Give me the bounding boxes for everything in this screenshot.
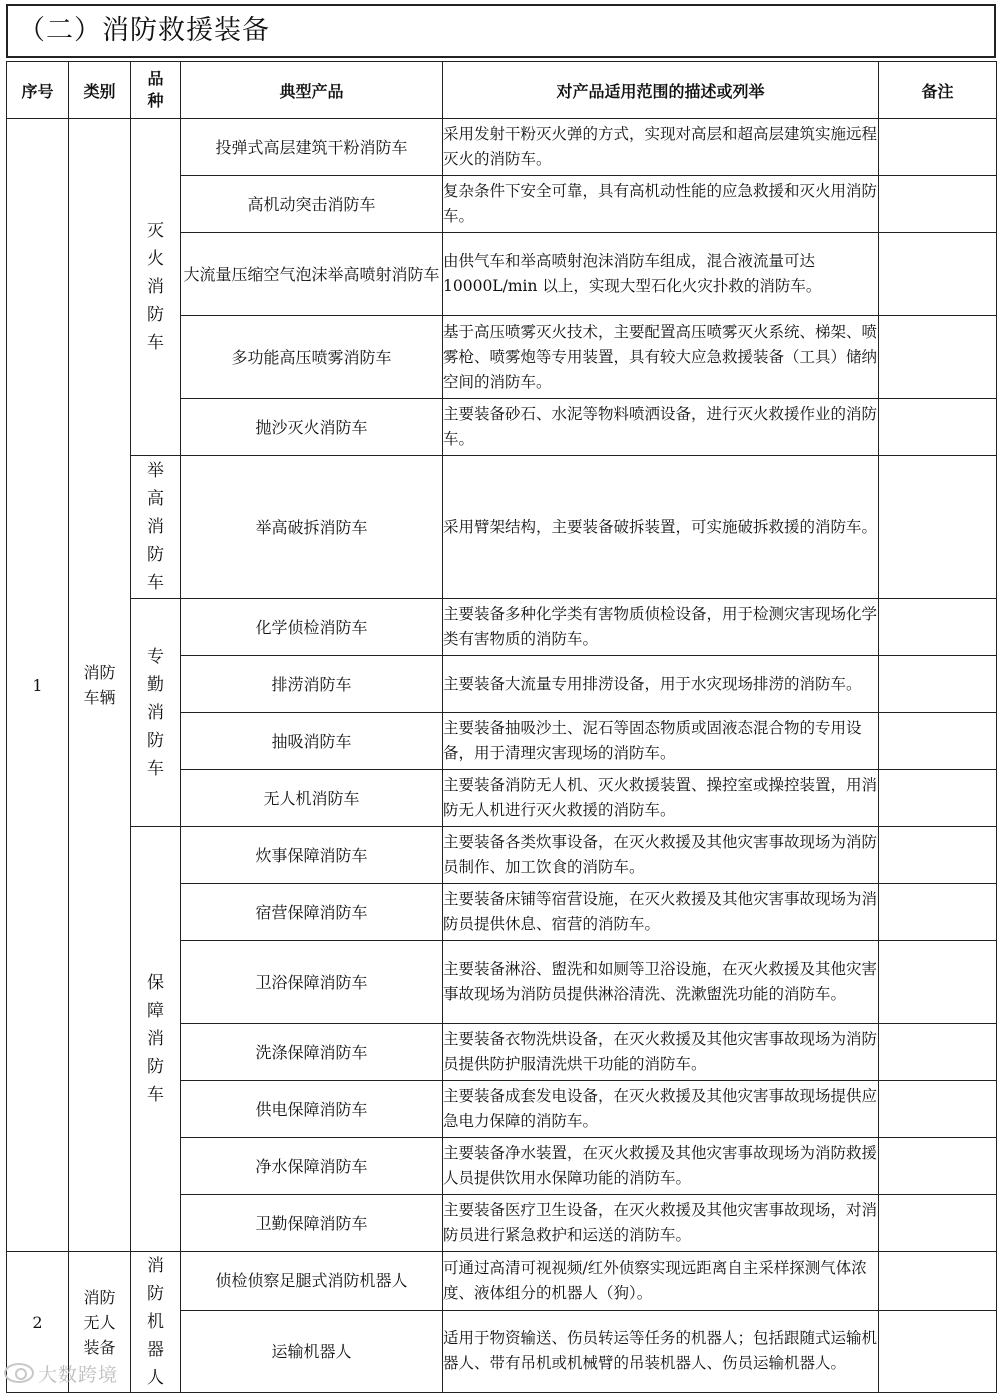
product-cell: 卫勤保障消防车 (181, 1195, 443, 1252)
description-cell: 基于高压喷雾灭火技术，主要配置高压喷雾灭火系统、梯架、喷雾枪、喷雾炮等专用装置，具有较大应急救援装备（工具）储纳空间的消防车。 (443, 316, 879, 399)
description-cell: 主要装备床铺等宿营设施，在灭火救援及其他灾害事故现场为消防员提供休息、宿营的消防车。 (443, 884, 879, 941)
variety-cell: 消防机器人 (131, 1252, 181, 1393)
category-cell: 消防车辆 (69, 119, 131, 1252)
remarks-cell (879, 1310, 997, 1392)
row-number: 2 (7, 1252, 69, 1393)
description-cell: 主要装备消防无人机、灭火救援装置、操控室或操控装置，用消防无人机进行灭火救援的消防车。 (443, 770, 879, 827)
section-title: （二）消防救援装备 (6, 4, 996, 58)
header-category: 类别 (69, 62, 131, 119)
remarks-cell (879, 1081, 997, 1138)
header-no: 序号 (7, 62, 69, 119)
description-cell: 主要装备医疗卫生设备，在灭火救援及其他灾害事故现场，对消防员进行紧急救护和运送的消防车。 (443, 1195, 879, 1252)
remarks-cell (879, 656, 997, 713)
category-cell: 消防无人装备 (69, 1252, 131, 1393)
header-variety: 品种 (131, 62, 181, 119)
remarks-cell (879, 119, 997, 176)
variety-cell: 举高消防车 (131, 456, 181, 599)
table-row (7, 1252, 997, 1311)
watermark (4, 1359, 118, 1387)
product-cell: 运输机器人 (181, 1310, 443, 1392)
description-cell: 主要装备各类炊事设备，在灭火救援及其他灾害事故现场为消防员制作、加工饮食的消防车。 (443, 827, 879, 884)
product-cell: 抛沙灭火消防车 (181, 399, 443, 456)
description-cell: 主要装备衣物洗烘设备，在灭火救援及其他灾害事故现场为消防员提供防护服清洗烘干功能的消防车。 (443, 1024, 879, 1081)
remarks-cell (879, 827, 997, 884)
product-cell: 高机动突击消防车 (181, 176, 443, 233)
description-cell: 采用臂架结构，主要装备破拆装置，可实施破拆救援的消防车。 (443, 456, 879, 599)
description-cell: 复杂条件下安全可靠，具有高机动性能的应急救援和灭火用消防车。 (443, 176, 879, 233)
equipment-table (6, 61, 997, 1393)
product-cell: 供电保障消防车 (181, 1081, 443, 1138)
variety-cell: 保障消防车 (131, 827, 181, 1252)
remarks-cell (879, 884, 997, 941)
product-cell: 洗涤保障消防车 (181, 1024, 443, 1081)
variety-cell: 灭火消防车 (131, 119, 181, 456)
watermark-text: 大数跨境 (38, 1363, 119, 1386)
product-cell: 化学侦检消防车 (181, 599, 443, 656)
description-cell: 主要装备淋浴、盥洗和如厕等卫浴设施，在灭火救援及其他灾害事故现场为消防员提供淋浴清洗、洗漱盥洗功能的消防车。 (443, 941, 879, 1024)
table-row (7, 119, 997, 176)
description-cell: 主要装备成套发电设备，在灭火救援及其他灾害事故现场提供应急电力保障的消防车。 (443, 1081, 879, 1138)
remarks-cell (879, 1252, 997, 1311)
description-cell: 可通过高清可视视频/红外侦察实现远距离自主采样探测气体浓度、液体组分的机器人（狗）。 (443, 1252, 879, 1311)
product-cell: 无人机消防车 (181, 770, 443, 827)
remarks-cell (879, 713, 997, 770)
table-row (7, 456, 997, 599)
remarks-cell (879, 399, 997, 456)
variety-cell: 专勤消防车 (131, 599, 181, 827)
product-cell: 抽吸消防车 (181, 713, 443, 770)
header-description: 对产品适用范围的描述或列举 (443, 62, 879, 119)
product-cell: 卫浴保障消防车 (181, 941, 443, 1024)
description-cell: 由供气车和举高喷射泡沫消防车组成，混合液流量可达 10000L/min 以上，实现大型石化火灾扑救的消防车。 (443, 233, 879, 316)
remarks-cell (879, 176, 997, 233)
remarks-cell (879, 770, 997, 827)
row-number: 1 (7, 119, 69, 1252)
product-cell: 净水保障消防车 (181, 1138, 443, 1195)
product-cell: 宿营保障消防车 (181, 884, 443, 941)
product-cell: 大流量压缩空气泡沫举高喷射消防车 (181, 233, 443, 316)
header-product: 典型产品 (181, 62, 443, 119)
product-cell: 投弹式高层建筑干粉消防车 (181, 119, 443, 176)
product-cell: 侦检侦察足腿式消防机器人 (181, 1252, 443, 1311)
description-cell: 主要装备砂石、水泥等物料喷洒设备，进行灭火救援作业的消防车。 (443, 399, 879, 456)
product-cell: 举高破拆消防车 (181, 456, 443, 599)
description-cell: 主要装备抽吸沙土、泥石等固态物质或固液态混合物的专用设备，用于清理灾害现场的消防车。 (443, 713, 879, 770)
description-cell: 主要装备净水装置，在灭火救援及其他灾害事故现场为消防救援人员提供饮用水保障功能的消防车。 (443, 1138, 879, 1195)
description-cell: 主要装备大流量专用排涝设备，用于水灾现场排涝的消防车。 (443, 656, 879, 713)
product-cell: 排涝消防车 (181, 656, 443, 713)
table-row (7, 599, 997, 656)
watermark-logo-icon (4, 1363, 34, 1383)
table-row (7, 827, 997, 884)
remarks-cell (879, 941, 997, 1024)
header-row (7, 62, 997, 119)
product-cell: 炊事保障消防车 (181, 827, 443, 884)
remarks-cell (879, 316, 997, 399)
description-cell: 采用发射干粉灭火弹的方式，实现对高层和超高层建筑实施远程灭火的消防车。 (443, 119, 879, 176)
remarks-cell (879, 1138, 997, 1195)
remarks-cell (879, 1195, 997, 1252)
remarks-cell (879, 1024, 997, 1081)
table-body (7, 119, 997, 1393)
description-cell: 适用于物资输送、伤员转运等任务的机器人；包括跟随式运输机器人、带有吊机或机械臂的吊装机器人、伤员运输机器人。 (443, 1310, 879, 1392)
description-cell: 主要装备多种化学类有害物质侦检设备，用于检测灾害现场化学类有害物质的消防车。 (443, 599, 879, 656)
header-remarks: 备注 (879, 62, 997, 119)
product-cell: 多功能高压喷雾消防车 (181, 316, 443, 399)
remarks-cell (879, 233, 997, 316)
remarks-cell (879, 456, 997, 599)
remarks-cell (879, 599, 997, 656)
